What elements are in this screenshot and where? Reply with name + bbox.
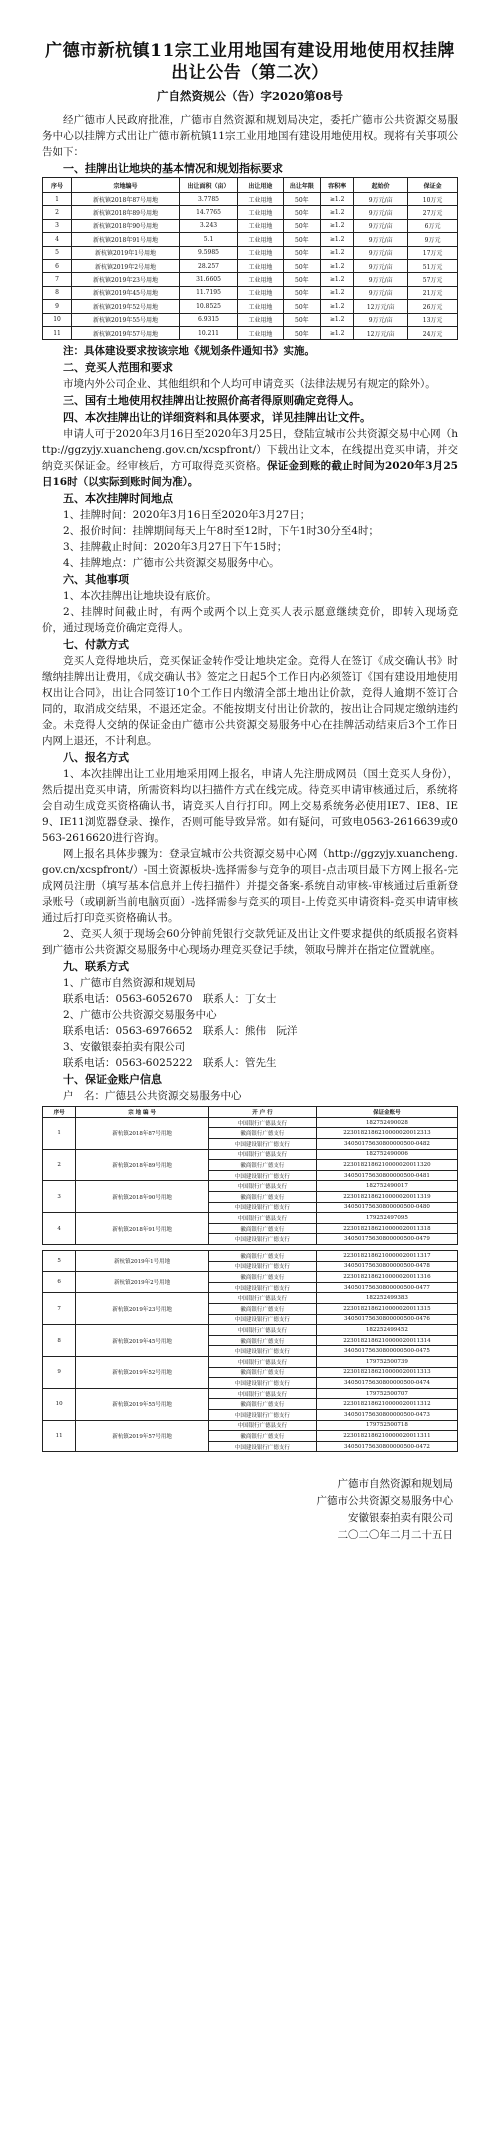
section-4-deadline: 保证金到账的截止时间为2020年3月25日16时（以实际到账时间为准）。 — [42, 460, 458, 489]
table-cell: 工业用地 — [238, 206, 284, 219]
table-cell: ≥1.2 — [321, 219, 354, 232]
registration-item-2: 2、竞买人须于现场会60分钟前凭银行交款凭证及出让文件要求提供的纸质报名资料到广德市公共资源交易服务中心现场办理竞买登记手续，领取号牌并在指定位置就座。 — [42, 928, 458, 957]
table-cell: 新杭镇2019年1号用地 — [76, 1251, 209, 1272]
table-cell: 7 — [43, 273, 72, 286]
table-row — [43, 1325, 458, 1336]
table-cell: 工业用地 — [238, 300, 284, 313]
account-name: 户 名：广德县公共资源交易服务中心 — [63, 1090, 242, 1103]
table-cell: 182752490006 — [316, 1149, 457, 1160]
table-cell: 徽商银行广德支行 — [208, 1192, 316, 1203]
table-cell: 中国建设银行广德支行 — [208, 1261, 316, 1272]
table-cell: 34050175630800000500-0478 — [316, 1261, 457, 1272]
table-cell: 21万元 — [408, 286, 458, 299]
table-cell: 6.9315 — [179, 313, 237, 326]
table-cell: 新杭镇2018年91号用地 — [72, 233, 180, 246]
table-cell: 中国银行广德县支行 — [208, 1388, 316, 1399]
table-cell: 9万元 — [408, 233, 458, 246]
section-4-heading: 四、本次挂牌出让的详细资料和具体要求，详见挂牌出让文件。 — [63, 411, 371, 425]
table-row — [43, 286, 458, 299]
notice-title: 广德市新杭镇11宗工业用地国有建设用地使用权挂牌出让公告（第二次） — [45, 41, 455, 83]
table-row — [43, 206, 458, 219]
signer-1: 广德市自然资源和规划局 — [337, 1478, 453, 1491]
table-row — [43, 326, 458, 339]
document-number: 广自然资规公（告）字2020第08号 — [156, 89, 343, 103]
table-cell: 4 — [43, 233, 72, 246]
table-cell: 28.257 — [179, 259, 237, 272]
parcel-col-header: 宗地编号 — [72, 178, 180, 193]
sign-date: 二〇二〇年二月二十五日 — [337, 1529, 453, 1542]
table-cell: 新杭镇2018年90号用地 — [72, 219, 180, 232]
table-cell: 182752490017 — [316, 1181, 457, 1192]
table-cell: 11 — [43, 1420, 76, 1452]
table-cell: 50年 — [283, 273, 320, 286]
table-cell: 9万元/亩 — [354, 219, 408, 232]
table-cell: 26万元 — [408, 300, 458, 313]
table-cell: 9 — [43, 1356, 76, 1388]
table-cell: 工业用地 — [238, 286, 284, 299]
table-cell: 11 — [43, 326, 72, 339]
table-cell: ≥1.2 — [321, 300, 354, 313]
table-cell: 新杭镇2018年87号用地 — [76, 1117, 209, 1149]
table-cell: 2230182186210000020011313 — [316, 1367, 457, 1378]
table-cell: 工业用地 — [238, 246, 284, 259]
table-cell: 新杭镇2019年2号用地 — [72, 259, 180, 272]
table-cell: 工业用地 — [238, 313, 284, 326]
table-cell: 5 — [43, 246, 72, 259]
table-cell: 8 — [43, 1325, 76, 1357]
table-cell: 5.1 — [179, 233, 237, 246]
section-1-heading: 一、挂牌出让地块的基本情况和规划指标要求 — [63, 162, 283, 175]
table-cell: 中国银行广德县支行 — [208, 1149, 316, 1160]
table-cell: 5 — [43, 1251, 76, 1272]
table-cell: 9万元/亩 — [354, 233, 408, 246]
account-col-header: 保证金账号 — [316, 1107, 457, 1118]
table-cell: 179252497095 — [316, 1213, 457, 1224]
table-cell: 9万元/亩 — [354, 259, 408, 272]
table-row — [43, 1213, 458, 1224]
table-cell: 中国建设银行广德支行 — [208, 1378, 316, 1389]
table-cell: 24万元 — [408, 326, 458, 339]
table-cell: 中国银行广德县支行 — [208, 1181, 316, 1192]
table-cell: 中国银行广德县支行 — [208, 1293, 316, 1304]
table-cell: 6万元 — [408, 219, 458, 232]
table-cell: 2230182186210000020011311 — [316, 1431, 457, 1442]
table-cell: 工业用地 — [238, 326, 284, 339]
table-cell: 27万元 — [408, 206, 458, 219]
table-cell: 徽商银行广德支行 — [208, 1251, 316, 1262]
table-cell: 50年 — [283, 246, 320, 259]
table-cell: 9万元/亩 — [354, 313, 408, 326]
table-cell: 2230182186210000020011318 — [316, 1223, 457, 1234]
table-cell: 10.211 — [179, 326, 237, 339]
table-cell: 新杭镇2019年57号用地 — [72, 326, 180, 339]
table-cell: 12万元/亩 — [354, 300, 408, 313]
table-cell: 10万元 — [408, 193, 458, 206]
listing-location: 4、挂牌地点：广德市公共资源交易服务中心。 — [63, 557, 280, 570]
table-cell: 2230182186210000020011317 — [316, 1251, 457, 1262]
table-row — [43, 259, 458, 272]
table-cell: 2230182186210000020011316 — [316, 1272, 457, 1283]
table-cell: 中国建设银行广德支行 — [208, 1202, 316, 1213]
table-cell: 中国银行广德县支行 — [208, 1213, 316, 1224]
table-cell: 34050175630800000500-0474 — [316, 1378, 457, 1389]
table-cell: 179752500718 — [316, 1420, 457, 1431]
table-cell: ≥1.2 — [321, 326, 354, 339]
table-cell: 10 — [43, 313, 72, 326]
table-cell: 57万元 — [408, 273, 458, 286]
account-table-header — [43, 1107, 458, 1118]
table-cell: 50年 — [283, 326, 320, 339]
table-row — [43, 219, 458, 232]
table-cell: ≥1.2 — [321, 233, 354, 246]
account-col-header: 序号 — [43, 1107, 76, 1118]
table-cell: 34050175630800000500-0472 — [316, 1441, 457, 1452]
contact-3-org: 3、安徽银泰拍卖有限公司 — [63, 1041, 186, 1054]
table-cell: 徽商银行广德支行 — [208, 1272, 316, 1283]
table-cell: 9 — [43, 300, 72, 313]
table-cell: 34050175630800000500-0481 — [316, 1170, 457, 1181]
table-cell: 工业用地 — [238, 193, 284, 206]
table-cell: 12万元/亩 — [354, 326, 408, 339]
section-2-text: 市境内外公司企业、其他组织和个人均可申请竞买（法律法规另有规定的除外）。 — [63, 378, 436, 391]
table-row — [43, 1356, 458, 1367]
table-cell: 中国建设银行广德支行 — [208, 1441, 316, 1452]
parcel-table-header — [43, 178, 458, 193]
table-cell: 中国银行广德县支行 — [208, 1325, 316, 1336]
table-cell: 51万元 — [408, 259, 458, 272]
table-cell: 工业用地 — [238, 219, 284, 232]
table-cell: 14.7765 — [179, 206, 237, 219]
table-cell: 17万元 — [408, 246, 458, 259]
table-cell: 新杭镇2018年89号用地 — [76, 1149, 209, 1181]
table-cell: 中国建设银行广德支行 — [208, 1234, 316, 1245]
listing-time: 1、挂牌时间：2020年3月16日至2020年3月27日； — [63, 509, 311, 522]
table-cell: 新杭镇2018年90号用地 — [76, 1181, 209, 1213]
other-item-1: 1、本次挂牌出让地块设有底价。 — [63, 590, 217, 603]
table-cell: 徽商银行广德支行 — [208, 1431, 316, 1442]
table-cell: 新杭镇2018年87号用地 — [72, 193, 180, 206]
contact-1-org: 1、广德市自然资源和规划局 — [63, 977, 196, 990]
section-2-heading: 二、竞买人范围和要求 — [63, 361, 173, 375]
table-cell: 34050175630800000500-0477 — [316, 1282, 457, 1293]
table-cell: 50年 — [283, 286, 320, 299]
table-cell: 工业用地 — [238, 259, 284, 272]
table-cell: 中国建设银行广德支行 — [208, 1346, 316, 1357]
table-cell: 中国银行广德县支行 — [208, 1356, 316, 1367]
table-cell: 新杭镇2019年55号用地 — [72, 313, 180, 326]
signer-2: 广德市公共资源交易服务中心 — [316, 1495, 453, 1508]
parcel-info-table — [42, 177, 458, 340]
table-cell: 2230182186210000020012313 — [316, 1128, 457, 1139]
table-cell: 9万元/亩 — [354, 286, 408, 299]
section-5-heading: 五、本次挂牌时间地点 — [63, 492, 173, 506]
table-cell: 中国银行广德县支行 — [208, 1117, 316, 1128]
table-cell: 179752500739 — [316, 1356, 457, 1367]
table-cell: 新杭镇2019年2号用地 — [76, 1272, 209, 1293]
table-cell: 徽商银行广德支行 — [208, 1399, 316, 1410]
table-cell: 中国建设银行广德支行 — [208, 1170, 316, 1181]
table-cell: 34050175630800000500-0482 — [316, 1139, 457, 1150]
table-cell: 31.6605 — [179, 273, 237, 286]
table-cell: 徽商银行广德支行 — [208, 1303, 316, 1314]
deposit-account-table — [42, 1106, 458, 1452]
parcel-col-header: 出让用途 — [238, 178, 284, 193]
account-col-header: 开 户 行 — [208, 1107, 316, 1118]
table-cell: 新杭镇2019年45号用地 — [76, 1325, 209, 1357]
table-cell: ≥1.2 — [321, 246, 354, 259]
table-cell: 新杭镇2019年45号用地 — [72, 286, 180, 299]
note-paragraph: 注：具体建设要求按该宗地《规划条件通知书》实施。 — [63, 345, 315, 358]
contact-2-org: 2、广德市公共资源交易服务中心 — [63, 1009, 217, 1022]
table-cell: 34050175630800000500-0479 — [316, 1234, 457, 1245]
table-cell: 1 — [43, 193, 72, 206]
table-cell: 2230182186210000020011312 — [316, 1399, 457, 1410]
section-10-heading: 十、保证金账户信息 — [63, 1073, 162, 1087]
table-cell: 7 — [43, 1293, 76, 1325]
table-cell: 工业用地 — [238, 273, 284, 286]
table-row — [43, 273, 458, 286]
table-row — [43, 1293, 458, 1304]
table-cell: 34050175630800000500-0473 — [316, 1409, 457, 1420]
table-cell: 50年 — [283, 300, 320, 313]
table-cell: 徽商银行广德支行 — [208, 1335, 316, 1346]
table-cell: 3.7785 — [179, 193, 237, 206]
table-cell: 50年 — [283, 233, 320, 246]
table-row — [43, 1181, 458, 1192]
table-cell: 1 — [43, 1117, 76, 1149]
section-8-heading: 八、报名方式 — [63, 751, 129, 765]
table-cell: 新杭镇2019年57号用地 — [76, 1420, 209, 1452]
intro-paragraph: 经广德市人民政府批准，广德市自然资源和规划局决定，委托广德市公共资源交易服务中心以挂牌方式出让广德市新杭镇11宗工业用地国有建设用地使用权。现将有关事项公告如下： — [42, 114, 458, 158]
table-cell: 2 — [43, 206, 72, 219]
table-cell: 2230182186210000020011314 — [316, 1335, 457, 1346]
table-cell: 50年 — [283, 259, 320, 272]
table-row — [43, 1420, 458, 1431]
table-row — [43, 1251, 458, 1262]
parcel-col-header: 序号 — [43, 178, 72, 193]
table-cell: 9万元/亩 — [354, 193, 408, 206]
parcel-table-body — [43, 193, 458, 340]
table-cell: 新杭镇2018年89号用地 — [72, 206, 180, 219]
contact-2-phone: 联系电话：0563-6976652 联系人：熊伟 阮洋 — [63, 1025, 298, 1038]
table-cell: 2230182186210000020011315 — [316, 1303, 457, 1314]
table-cell: 新杭镇2019年1号用地 — [72, 246, 180, 259]
table-cell: 6 — [43, 259, 72, 272]
table-cell: 9万元/亩 — [354, 246, 408, 259]
table-cell: 3 — [43, 1181, 76, 1213]
listing-deadline: 3、挂牌截止时间：2020年3月27日下午15时； — [63, 541, 288, 554]
table-cell: 50年 — [283, 193, 320, 206]
table-row — [43, 1117, 458, 1128]
table-cell: 50年 — [283, 313, 320, 326]
payment-text: 竞买人竞得地块后，竞买保证金转作受让地块定金。竞得人在签订《成交确认书》时缴纳挂牌出让费用，《成交确认书》签定之日起5个工作日内必须签订《国有建设用地使用权出让合同》，出让合同签订10个工作日内缴清全部土地出让价款，竞得人逾期不签订合同的，取消成交结果，不退还定金。不能按期支付出让价款的，按出让合同规定缴纳违约金。未竞得人交纳的保证金由广德市公共资源交易服务中心在挂牌活动结束后3个工作日内网上退还，不计利息。 — [42, 655, 458, 748]
parcel-col-header: 出让面积（亩） — [179, 178, 237, 193]
table-cell: 11.7195 — [179, 286, 237, 299]
table-row — [43, 313, 458, 326]
table-cell: 9万元/亩 — [354, 206, 408, 219]
registration-steps: 网上报名具体步骤为：登录宣城市公共资源交易中心网（http://ggzyjy.xuancheng.gov.cn/xcspfront/）-国土资源板块-选择需参与竞争的项目-点击项目最下方网上报名-完成网员注册（填写基本信息并上传扫描件）并提交备案-系统自动审核-审核通过后重新登录账号（或刷新当前电脑页面）-选择需参与竞买的项目-上传竞买申请资料-竞买申请审核通过后打印竞买资格确认书。 — [42, 848, 458, 925]
table-cell: 50年 — [283, 206, 320, 219]
table-row — [43, 1388, 458, 1399]
table-cell: 4 — [43, 1213, 76, 1245]
table-cell: ≥1.2 — [321, 286, 354, 299]
section-4-text — [42, 426, 458, 490]
table-cell: 10 — [43, 1388, 76, 1420]
table-row — [43, 246, 458, 259]
table-cell: 2230182186210000020011320 — [316, 1160, 457, 1171]
table-row — [43, 233, 458, 246]
table-cell: ≥1.2 — [321, 193, 354, 206]
contact-3-phone: 联系电话：0563-6025222 联系人：管先生 — [63, 1057, 277, 1070]
registration-item-1: 1、本次挂牌出让工业用地采用网上报名，申请人先注册成网员（国土竞买人身份），然后提出竞买申请，所需资料均以扫描件方式在线完成。待竞买申请审核通过后，系统将会自动生成竞买资格确认书，请竞买人自行打印。网上交易系统务必使用IE7、IE8、IE9、IE11浏览器登录、操作，否则可能导致异常。如有疑问，可致电0563-2616639或0563-2616620进行咨询。 — [42, 768, 458, 845]
parcel-col-header: 容积率 — [321, 178, 354, 193]
section-7-heading: 七、付款方式 — [63, 638, 129, 652]
other-item-2: 2、挂牌时间截止时，有两个或两个以上竞买人表示愿意继续竞价，即转入现场竞价，通过现场竞价确定竞得人。 — [42, 606, 458, 635]
signature-block — [42, 1476, 458, 1544]
contact-1-phone: 联系电话：0563-6052670 联系人：丁女士 — [63, 993, 277, 1006]
section-3-heading: 三、国有土地使用权挂牌出让按照价高者得原则确定竞得人。 — [63, 394, 360, 408]
table-cell: 徽商银行广德支行 — [208, 1160, 316, 1171]
table-cell: 中国建设银行广德支行 — [208, 1314, 316, 1325]
table-cell: 中国建设银行广德支行 — [208, 1409, 316, 1420]
table-cell: 13万元 — [408, 313, 458, 326]
table-cell: 34050175630800000500-0476 — [316, 1314, 457, 1325]
table-cell: 徽商银行广德支行 — [208, 1223, 316, 1234]
account-table-body — [43, 1117, 458, 1451]
table-cell: 3.243 — [179, 219, 237, 232]
table-cell: 9万元/亩 — [354, 273, 408, 286]
table-cell: 34050175630800000500-0480 — [316, 1202, 457, 1213]
table-cell: 50年 — [283, 219, 320, 232]
table-cell: ≥1.2 — [321, 313, 354, 326]
table-cell: 182252499452 — [316, 1325, 457, 1336]
table-cell: 徽商银行广德支行 — [208, 1128, 316, 1139]
table-cell: ≥1.2 — [321, 273, 354, 286]
table-cell: 9.5985 — [179, 246, 237, 259]
parcel-col-header: 出让年限 — [283, 178, 320, 193]
table-cell: 新杭镇2019年52号用地 — [72, 300, 180, 313]
signer-3: 安徽银泰拍卖有限公司 — [348, 1512, 453, 1525]
table-cell: 新杭镇2019年52号用地 — [76, 1356, 209, 1388]
table-cell: 34050175630800000500-0475 — [316, 1346, 457, 1357]
table-cell: 182252499383 — [316, 1293, 457, 1304]
table-row — [43, 1272, 458, 1283]
table-cell: 2 — [43, 1149, 76, 1181]
table-row — [43, 300, 458, 313]
table-cell: 3 — [43, 219, 72, 232]
section-9-heading: 九、联系方式 — [63, 960, 129, 974]
table-cell: 徽商银行广德支行 — [208, 1367, 316, 1378]
table-cell: 新杭镇2018年91号用地 — [76, 1213, 209, 1245]
table-cell: 179752500707 — [316, 1388, 457, 1399]
table-cell: 中国银行广德县支行 — [208, 1420, 316, 1431]
table-cell: 6 — [43, 1272, 76, 1293]
table-cell: 中国建设银行广德支行 — [208, 1282, 316, 1293]
parcel-col-header: 保证金 — [408, 178, 458, 193]
table-cell: 2230182186210000020011319 — [316, 1192, 457, 1203]
table-cell: 工业用地 — [238, 233, 284, 246]
parcel-col-header: 起始价 — [354, 178, 408, 193]
table-cell: 10.8525 — [179, 300, 237, 313]
table-cell: ≥1.2 — [321, 206, 354, 219]
table-cell: 新杭镇2019年23号用地 — [72, 273, 180, 286]
table-row — [43, 1149, 458, 1160]
table-row — [43, 193, 458, 206]
section-6-heading: 六、其他事项 — [63, 573, 129, 587]
table-cell: 中国建设银行广德支行 — [208, 1139, 316, 1150]
section-4-text-a: 申请人可于2020年3月16日至2020年3月25日，登陆宣城市公共资源交易中心网（http://ggzyjy.xuancheng.gov.cn/xcspfront/）下载出让文本，在线提出竞买申请，并交纳竞买保证金。经审核后，方可取得竞买资格。 — [42, 428, 458, 473]
table-cell: ≥1.2 — [321, 259, 354, 272]
bidding-time: 2、报价时间：挂牌期间每天上午8时至12时，下午1时30分至4时； — [63, 525, 379, 538]
account-col-header: 宗 地 编 号 — [76, 1107, 209, 1118]
table-cell: 新杭镇2019年55号用地 — [76, 1388, 209, 1420]
table-cell: 8 — [43, 286, 72, 299]
table-cell: 182752490028 — [316, 1117, 457, 1128]
table-cell: 新杭镇2019年23号用地 — [76, 1293, 209, 1325]
